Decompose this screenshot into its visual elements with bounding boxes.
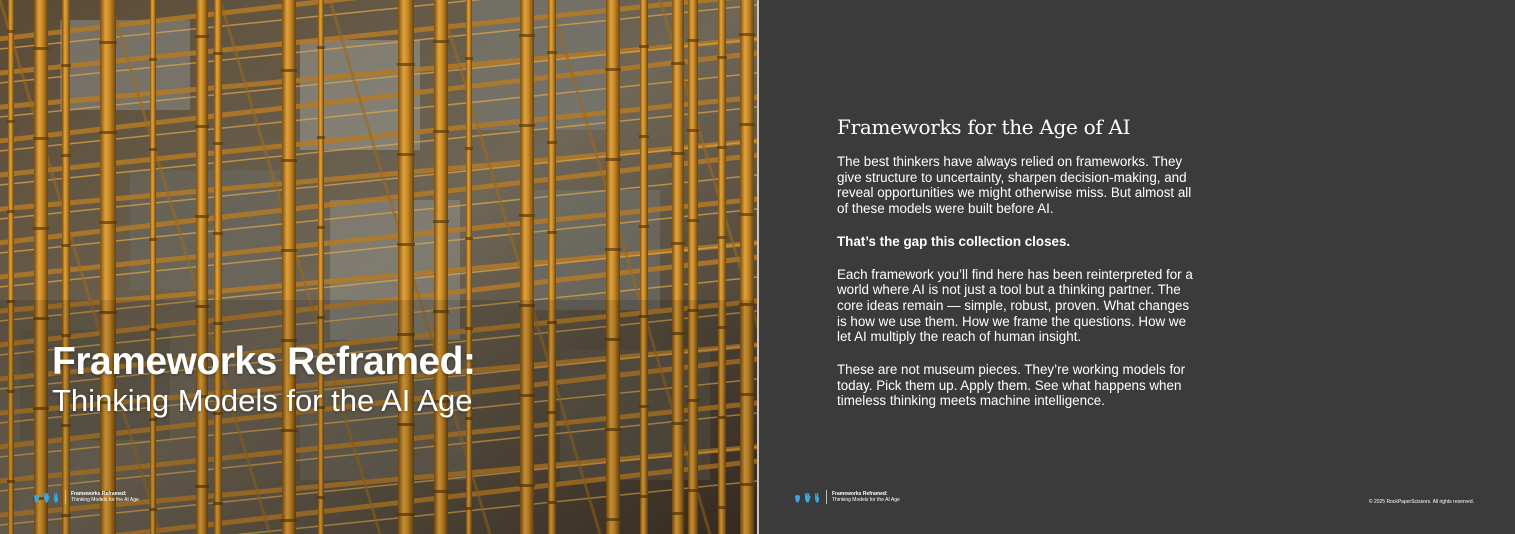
paragraph-reinterpreted: Each framework you’ll find here has been reinterpreted for a world where AI is not just a tool but a thinking partner. The core ideas remain — simple, robust, proven. What changes is how we use them. How we frame the questions. How we let AI multiply the reach of human insight. — [837, 266, 1193, 345]
bamboo-node — [717, 146, 727, 149]
bamboo-node — [671, 152, 685, 155]
bamboo-node — [397, 243, 415, 246]
bamboo-node — [397, 63, 415, 66]
bamboo-node — [7, 210, 15, 213]
bamboo-node — [213, 142, 223, 145]
bamboo-scaffolding-photo — [0, 0, 757, 534]
bamboo-node — [317, 46, 325, 49]
brand-separator — [826, 490, 827, 504]
bamboo-node — [281, 159, 297, 162]
bamboo-node — [465, 147, 473, 150]
brand-line-2: Thinking Models for the AI Age — [71, 497, 139, 503]
bamboo-node — [397, 153, 415, 156]
bamboo-node — [61, 64, 71, 67]
bamboo-node — [519, 124, 535, 127]
left-page — [0, 0, 757, 534]
bamboo-node — [519, 214, 535, 217]
bamboo-node — [33, 47, 49, 50]
right-page — [759, 0, 1515, 534]
bamboo-node — [465, 237, 473, 240]
bamboo-node — [149, 238, 157, 241]
brand-line-1: Frameworks Reframed: — [832, 491, 888, 497]
right-page-content — [837, 113, 1197, 426]
brand-text — [71, 491, 139, 503]
brand-line-1: Frameworks Reframed: — [71, 491, 127, 497]
bamboo-node — [687, 129, 699, 132]
bamboo-node — [717, 236, 727, 239]
rock-hand-icon — [33, 494, 40, 503]
bamboo-node — [281, 69, 297, 72]
bamboo-node — [739, 123, 755, 126]
left-footer-brand — [33, 490, 139, 504]
bamboo-node — [33, 227, 49, 230]
bamboo-node — [639, 135, 649, 138]
bamboo-node — [465, 57, 473, 60]
bamboo-node — [519, 34, 535, 37]
bamboo-node — [195, 125, 209, 128]
bamboo-node — [433, 40, 449, 43]
bamboo-node — [671, 242, 685, 245]
bamboo-node — [547, 51, 557, 54]
bamboo-node — [605, 158, 621, 161]
brand-text — [832, 491, 900, 503]
bamboo-node — [213, 52, 223, 55]
brand-logo — [794, 492, 820, 503]
cover-title-main: Frameworks Reframed: — [52, 340, 476, 383]
bamboo-node — [33, 137, 49, 140]
bamboo-node — [639, 225, 649, 228]
bamboo-node — [7, 30, 15, 33]
scissors-hand-icon — [53, 492, 59, 503]
rock-hand-icon — [794, 494, 801, 503]
paragraph-gap: That’s the gap this collection closes. — [837, 233, 1071, 249]
bamboo-node — [61, 244, 71, 247]
bamboo-node — [99, 131, 117, 134]
bamboo-node — [149, 148, 157, 151]
scissors-hand-icon — [814, 492, 820, 503]
bamboo-node — [213, 232, 223, 235]
bamboo-node — [99, 221, 117, 224]
bamboo-node — [317, 136, 325, 139]
bamboo-node — [195, 35, 209, 38]
bamboo-node — [605, 68, 621, 71]
bamboo-node — [717, 56, 727, 59]
bamboo-node — [671, 62, 685, 65]
bamboo-node — [547, 231, 557, 234]
bamboo-node — [195, 215, 209, 218]
bamboo-node — [433, 220, 449, 223]
bamboo-node — [149, 58, 157, 61]
bamboo-node — [547, 141, 557, 144]
brand-separator — [65, 490, 66, 504]
bamboo-node — [433, 130, 449, 133]
paragraph-intro: The best thinkers have always relied on frameworks. They give structure to uncertainty, sharpen decision-making, and reveal opportunities we might otherwise miss. But almost all of these models were built before AI. — [837, 154, 1192, 217]
bamboo-node — [61, 154, 71, 157]
bamboo-node — [99, 41, 117, 44]
cover-title-subtitle: Thinking Models for the AI Age — [52, 383, 473, 418]
bamboo-node — [605, 248, 621, 251]
right-footer-brand — [794, 490, 900, 504]
bamboo-node — [739, 213, 755, 216]
bamboo-node — [639, 45, 649, 48]
cover-title — [52, 340, 652, 418]
brand-line-2: Thinking Models for the AI Age — [832, 497, 900, 503]
bamboo-node — [687, 219, 699, 222]
copyright-notice: © 2025 RockPaperScissors. All rights reserved. — [1368, 499, 1474, 505]
page-heading: Frameworks for the Age of AI — [837, 115, 1131, 139]
bamboo-node — [7, 120, 15, 123]
paper-hand-icon — [43, 492, 50, 503]
paragraph-working-models: These are not museum pieces. They’re working models for today. Pick them up. Apply them. See what happens when timeless thinking meets machine intelligence. — [837, 362, 1186, 409]
bamboo-node — [739, 33, 755, 36]
brand-logo — [33, 492, 59, 503]
bamboo-node — [687, 39, 699, 42]
bamboo-node — [317, 226, 325, 229]
paper-hand-icon — [804, 492, 811, 503]
bamboo-node — [281, 249, 297, 252]
